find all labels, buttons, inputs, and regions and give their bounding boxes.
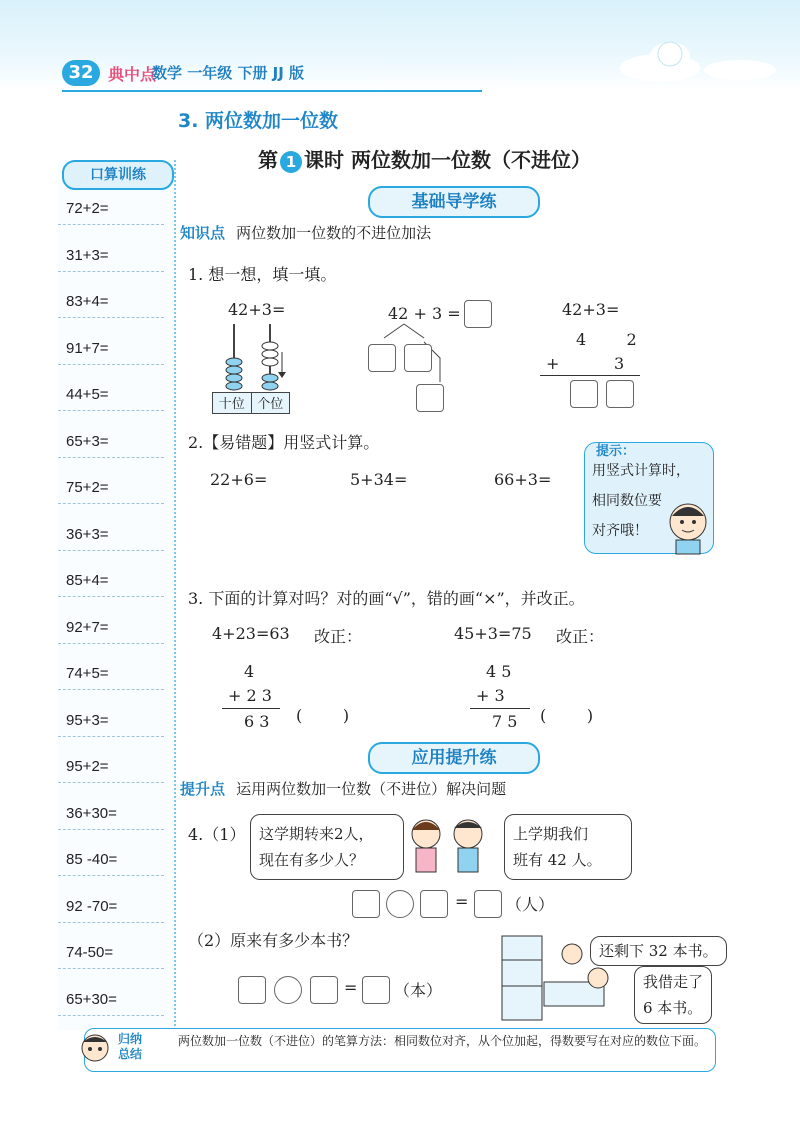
drill-item: 95+3= [66, 711, 109, 729]
abacus-icon [212, 322, 292, 392]
section-ribbon-apply: 应用提升练 [368, 742, 540, 774]
q3-right-expression: 45+3=75 [454, 624, 532, 643]
improve-point-row [180, 778, 506, 799]
drill-item: 74+5= [66, 665, 109, 682]
drill-item: 91+7= [66, 339, 109, 357]
drill-item: 44+5= [66, 386, 109, 403]
bubble-line: 6 本书。 [643, 999, 703, 1017]
drill-item: 31+3= [66, 246, 109, 264]
drill-answer-line[interactable] [58, 503, 164, 504]
unit-title: 3. 两位数加一位数 [178, 110, 339, 132]
bubble-line: 这学期转来2人， [259, 825, 374, 843]
q3-right-correct-label: 改正： [556, 627, 605, 646]
drill-badge: 口算训练 [62, 160, 174, 190]
cloud-icon [600, 30, 800, 90]
drill-answer-line[interactable] [58, 1015, 164, 1016]
speech-bubble-librarian: 还剩下 32 本书。 [590, 936, 727, 966]
knowledge-topic: 两位数加一位数的不进位加法 [236, 224, 432, 242]
improve-tag: 提升点 [180, 780, 226, 798]
drill-item: 75+2= [66, 479, 109, 496]
ones-label: 个位 [257, 397, 284, 412]
bubble-line: 班有 42 人。 [513, 851, 602, 869]
q1-c-ones-box[interactable] [606, 380, 634, 408]
drill-item: 95+2= [66, 758, 109, 775]
q4-1-box-2[interactable] [420, 890, 448, 918]
q1-c-top: 4 2 [576, 330, 641, 349]
drill-item: 85+4= [66, 572, 109, 589]
drill-item: 36+3= [66, 525, 109, 543]
drill-answer-line[interactable] [58, 410, 164, 411]
q2-expr-3: 66+3= [494, 470, 552, 489]
drill-item: 83+4= [66, 293, 109, 310]
lesson-suffix: 课时 两位数加一位数（不进位） [304, 148, 591, 172]
q1-b-expression: 42 + 3 = [388, 304, 461, 323]
tens-label: 十位 [213, 393, 252, 413]
q1-b-split-box-1[interactable] [368, 344, 396, 372]
q3-right-top: 4 5 [486, 662, 512, 681]
q1-b-answer-box[interactable] [464, 300, 492, 328]
q1-c-expression: 42+3= [562, 300, 620, 319]
q4-2-answer-box[interactable] [362, 976, 390, 1004]
q1-prompt: 1. 想一想，填一填。 [188, 265, 337, 284]
q2-expr-2: 5+34= [350, 470, 408, 489]
cartoon-boy-icon [662, 498, 718, 556]
drill-answer-line[interactable] [58, 782, 164, 783]
drill-item: 92+7= [66, 618, 109, 636]
drill-column [58, 160, 176, 1030]
tip-title: 提示： [596, 444, 636, 459]
drill-answer-line[interactable] [58, 922, 164, 923]
q3-left-top: 4 [244, 662, 255, 681]
drill-item: 92 -70= [66, 897, 118, 915]
q3-right-judge[interactable]: ( ) [540, 706, 594, 725]
section-ribbon-basic: 基础导学练 [368, 186, 540, 218]
drill-item: 36+30= [66, 804, 117, 822]
q4-2-prompt: （2）原来有多少本书？ [188, 931, 359, 950]
drill-answer-line[interactable] [58, 968, 164, 969]
brand-logo: 典中点 [108, 65, 157, 84]
q1-a-expression: 42+3= [228, 300, 286, 319]
drill-answer-line[interactable] [58, 596, 164, 597]
q4-2-box-1[interactable] [238, 976, 266, 1004]
q1-c-plus: + [546, 354, 560, 373]
q3-left-mid: + 2 3 [228, 686, 272, 705]
q4-2-box-2[interactable] [310, 976, 338, 1004]
bubble-line: 现在有多少人？ [259, 851, 365, 869]
drill-answer-line[interactable] [58, 736, 164, 737]
header-title: 数学 一年级 下册 JJ 版 [152, 64, 305, 82]
q4-1-answer-box[interactable] [474, 890, 502, 918]
drill-item: 85 -40= [66, 851, 118, 868]
q3-left-correct-label: 改正： [314, 627, 363, 646]
bubble-line: 上学期我们 [513, 825, 589, 843]
q2-prompt: 2.【易错题】用竖式计算。 [188, 433, 380, 452]
q3-left-rule [222, 708, 280, 709]
drill-item: 65+3= [66, 432, 109, 450]
speech-bubble-boy [504, 814, 632, 880]
drill-answer-line[interactable] [58, 364, 164, 365]
q3-prompt: 3. 下面的计算对吗？对的画“√”，错的画“×”，并改正。 [188, 589, 585, 608]
q4-1-operator-circle[interactable] [386, 890, 414, 918]
q3-right-mid: + 3 [476, 686, 505, 705]
speech-bubble-borrower [634, 966, 712, 1024]
drill-item: 65+30= [66, 990, 117, 1008]
drill-answer-line[interactable] [58, 224, 164, 225]
lesson-number: 1 [280, 151, 302, 173]
drill-answer-line[interactable] [58, 829, 164, 830]
q3-left-expression: 4+23=63 [212, 624, 290, 643]
knowledge-point-row [180, 222, 431, 243]
q3-right-rule [470, 708, 530, 709]
tip-line: 相同数位要 [592, 493, 662, 509]
drill-item: 74-50= [66, 944, 114, 961]
q2-expr-1: 22+6= [210, 470, 268, 489]
drill-answer-line[interactable] [58, 689, 164, 690]
q1-c-rule [540, 375, 640, 376]
lesson-prefix: 第 [258, 148, 278, 172]
bubble-line: 我借走了 [643, 973, 704, 991]
summary-badge [112, 1032, 148, 1062]
summary-badge-line: 总结 [117, 1047, 142, 1061]
q1-b-result-box[interactable] [416, 384, 444, 412]
speech-bubble-girl [250, 814, 404, 880]
q4-2-operator-circle[interactable] [274, 976, 302, 1004]
q4-1-equals: = [455, 892, 469, 911]
mascot-icon [78, 1032, 112, 1072]
drill-answer-line[interactable] [58, 271, 164, 272]
improve-topic: 运用两位数加一位数（不进位）解决问题 [236, 780, 507, 798]
summary-badge-line: 归纳 [117, 1032, 142, 1046]
q4-1-unit: （人） [506, 895, 555, 914]
q4-2-unit: （本） [394, 981, 443, 1000]
drill-answer-line[interactable] [58, 875, 164, 876]
drill-answer-line[interactable] [58, 457, 164, 458]
q3-right-result: 7 5 [492, 712, 518, 731]
q1-c-tens-box[interactable] [570, 380, 598, 408]
q3-left-result: 6 3 [244, 712, 270, 731]
q3-left-judge[interactable]: ( ) [296, 706, 350, 725]
summary-text: 两位数加一位数（不进位）的笔算方法：相同数位对齐，从个位加起，得数要写在对应的数位下面。 [178, 1034, 707, 1048]
q4-2-equals: = [344, 978, 358, 997]
drill-answer-line[interactable] [58, 317, 164, 318]
abacus-place-labels [212, 392, 290, 414]
children-icon [400, 812, 496, 876]
q1-b-split-box-2[interactable] [404, 344, 432, 372]
drill-answer-line[interactable] [58, 643, 164, 644]
q4-label: 4.（1） [188, 825, 246, 844]
page-number: 32 [62, 60, 100, 86]
q1-c-addend: 3 [614, 354, 625, 373]
lesson-title [258, 144, 591, 173]
q4-1-box-1[interactable] [352, 890, 380, 918]
header-rule [62, 90, 482, 92]
drill-answer-line[interactable] [58, 550, 164, 551]
tip-line: 对齐哦！ [592, 523, 648, 539]
tip-line: 用竖式计算时， [592, 463, 690, 479]
knowledge-tag: 知识点 [180, 224, 226, 242]
drill-item: 72+2= [66, 200, 109, 217]
